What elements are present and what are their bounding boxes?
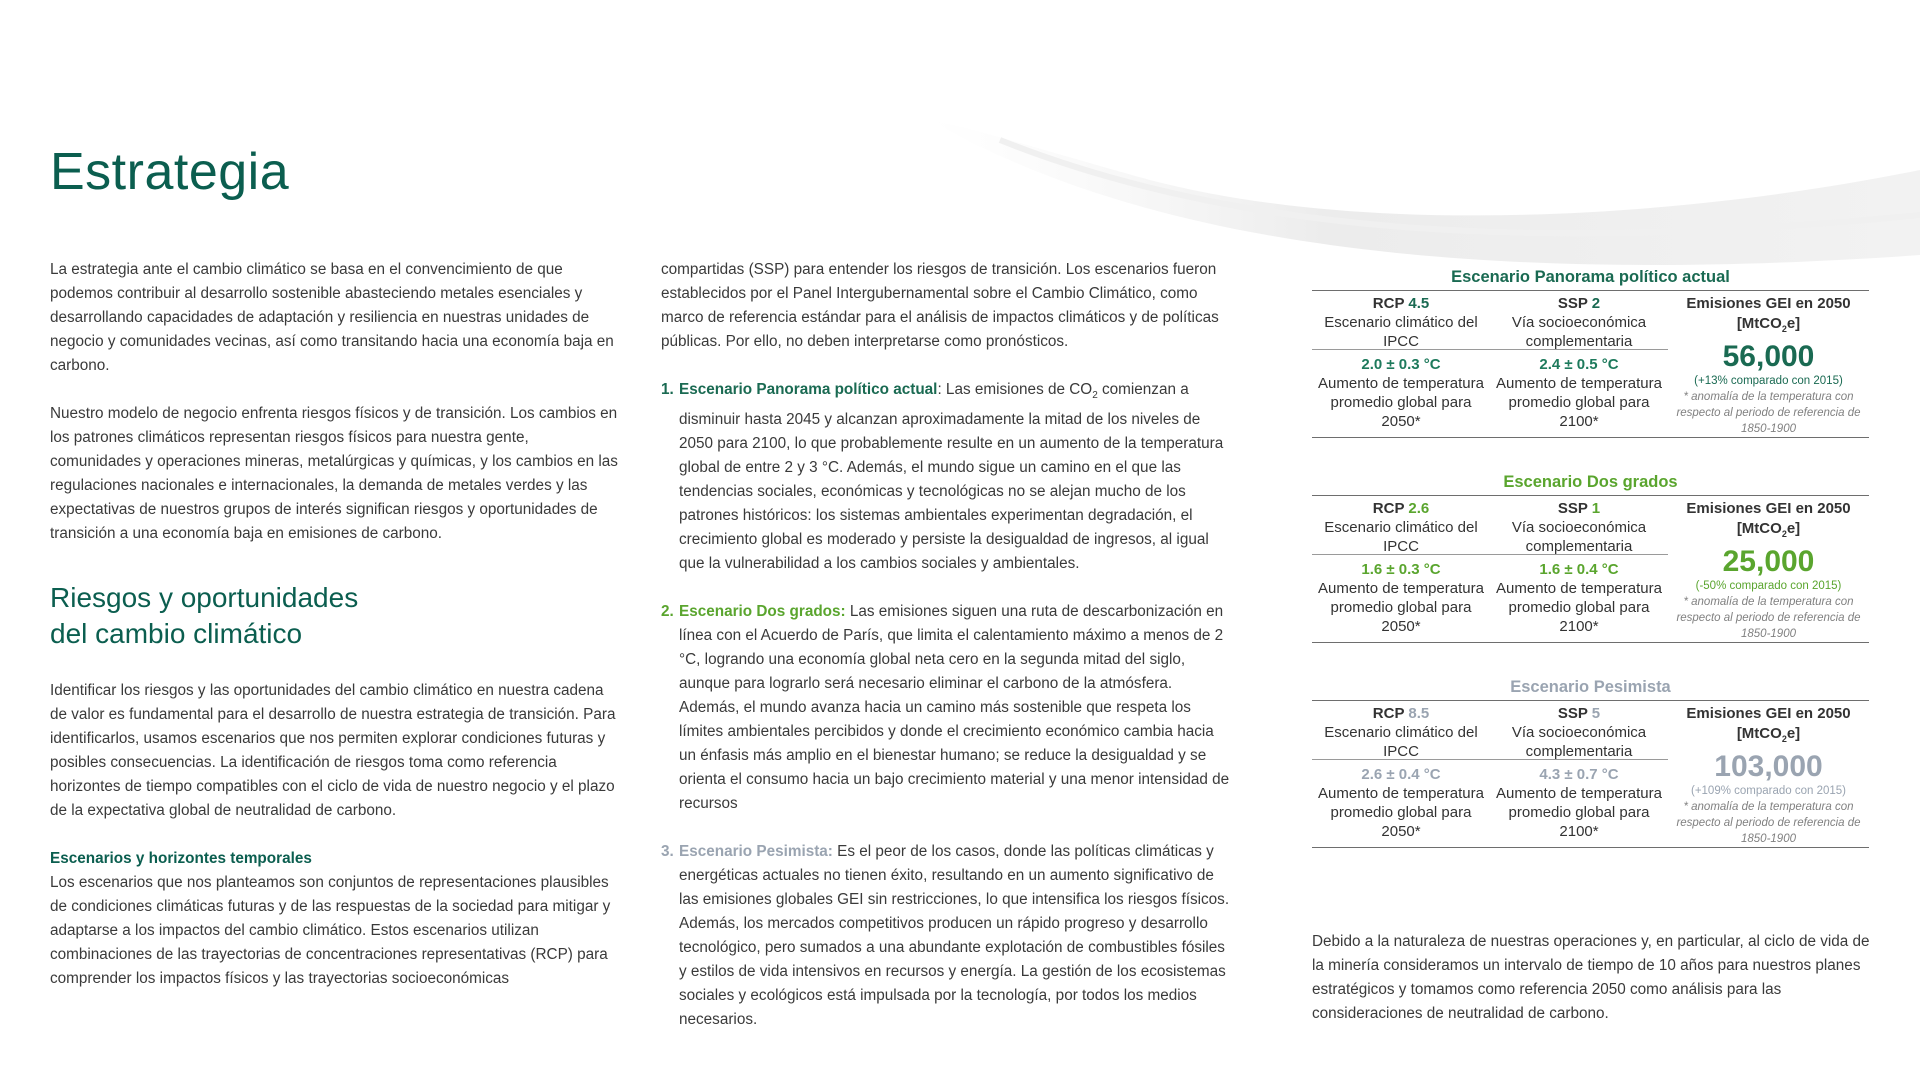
item-number: 1. [661, 381, 674, 398]
temp-2050-desc: Aumento de temperatura promedio global para 2050* [1318, 375, 1484, 430]
temp-2050-cell [1312, 765, 1490, 841]
emissions-cell [1668, 294, 1869, 437]
emissions-note: * anomalía de la temperatura con respecto al periodo de referencia de 1850-1900 [1676, 596, 1861, 640]
emissions-note: * anomalía de la temperatura con respecto al periodo de referencia de 1850-1900 [1676, 391, 1861, 435]
ssp-label: SSP [1557, 500, 1588, 517]
scenario-item-3 [661, 840, 1231, 1032]
scenario-table-2 [1312, 471, 1869, 643]
rcp-heading [1312, 499, 1490, 518]
scenarios-paragraph: Los escenarios que nos planteamos son conjuntos de representaciones plausibles de condiciones climáticas futuras y de las respuestas de la sociedad para mitigar y adaptarse a los impactos del cambio climático. Estos escenarios utilizan combinaciones de las trayectorias de concentraciones representativas (RCP) para comprender los impactos físicos y las trayectorias socioeconómicas [50, 874, 611, 987]
ssp-label: SSP [1557, 705, 1588, 722]
temp-2100-cell [1490, 355, 1668, 431]
temp-2050-cell [1312, 355, 1490, 431]
row-divider [1312, 554, 1668, 555]
row-divider [1312, 349, 1668, 350]
temp-2100-desc: Aumento de temperatura promedio global para 2100* [1496, 375, 1662, 430]
section-heading-line2: del cambio climático [50, 618, 303, 649]
unit-part: e] [1786, 725, 1801, 742]
page-title: Estrategia [50, 143, 290, 201]
ssp-desc: Vía socioeconómica complementaria [1511, 519, 1647, 555]
emissions-value: 56,000 [1722, 340, 1815, 373]
rcp-cell [1312, 294, 1490, 351]
item-text-a: : Las emisiones de CO [937, 381, 1093, 398]
item-text [679, 600, 1231, 816]
section-heading [50, 580, 620, 652]
emissions-comparison: (+13% comparado con 2015) [1694, 375, 1843, 387]
emissions-value: 103,000 [1714, 750, 1823, 783]
subheading: Escenarios y horizontes temporales [50, 850, 312, 867]
unit-part: e] [1786, 315, 1801, 332]
ssp-heading [1490, 704, 1668, 723]
unit-subscript: 2 [1781, 529, 1787, 539]
item-number: 2. [661, 603, 674, 621]
row-divider [1312, 759, 1668, 760]
time-horizon-paragraph: Debido a la naturaleza de nuestras operaciones y, en particular, al ciclo de vida de la minería consideramos un intervalo de tiempo de 10 años para nuestros planes estratégicos y tomamos como referencia 2050 como análisis para las consideraciones de neutralidad de carbono. [1312, 933, 1870, 1022]
temp-2050-value: 2.6 ± 0.4 °C [1361, 766, 1441, 783]
scenario-item-1 [661, 378, 1231, 576]
ssp-cell [1490, 499, 1668, 556]
column-left [50, 258, 620, 991]
item-subscript: 2 [1092, 390, 1098, 402]
ssp-value: 5 [1591, 705, 1601, 722]
emissions-heading: Emisiones GEI en 2050 [1686, 295, 1851, 312]
temp-2100-value: 2.4 ± 0.5 °C [1539, 356, 1619, 373]
ssp-label: SSP [1557, 295, 1588, 312]
intro-paragraph: La estrategia ante el cambio climático se basa en el convencimiento de que podemos contribuir al desarrollo sostenible abasteciendo metales esenciales y desarrollando capacidades de adaptación y resiliencia en nuestras unidades de negocio y comunidades vecinas, así como transitando hacia una economía baja en carbono. [50, 261, 614, 374]
temp-2100-value: 1.6 ± 0.4 °C [1539, 561, 1619, 578]
rcp-label: RCP [1372, 500, 1405, 517]
emissions-heading: Emisiones GEI en 2050 [1686, 500, 1851, 517]
rcp-cell [1312, 499, 1490, 556]
scenario-table-1 [1312, 266, 1869, 438]
column-right-text [1312, 930, 1872, 1026]
emissions-note: * anomalía de la temperatura con respecto al periodo de referencia de 1850-1900 [1676, 801, 1861, 845]
ssp-heading [1490, 499, 1668, 518]
temp-2050-value: 2.0 ± 0.3 °C [1361, 356, 1441, 373]
scenario-title: Escenario Panorama político actual [1451, 268, 1730, 286]
temp-2050-cell [1312, 560, 1490, 636]
item-label: Escenario Pesimista: [679, 843, 833, 861]
rcp-label: RCP [1372, 705, 1405, 722]
unit-part: [MtCO [1736, 725, 1782, 742]
temp-2100-desc: Aumento de temperatura promedio global para 2100* [1496, 785, 1662, 840]
rcp-desc: Escenario climático del IPCC [1324, 314, 1478, 350]
column-middle [661, 258, 1231, 1032]
unit-part: e] [1786, 520, 1801, 537]
rcp-cell [1312, 704, 1490, 761]
emissions-unit [1668, 518, 1869, 545]
rcp-heading [1312, 294, 1490, 313]
rcp-label: RCP [1372, 295, 1405, 312]
rcp-value: 4.5 [1408, 295, 1430, 312]
section-heading-line1: Riesgos y oportunidades [50, 582, 359, 613]
scenario-box [1312, 700, 1869, 848]
scenario-table-3 [1312, 676, 1869, 848]
unit-subscript: 2 [1781, 324, 1787, 334]
ssp-desc: Vía socioeconómica complementaria [1511, 724, 1647, 760]
ssp-cell [1490, 294, 1668, 351]
unit-subscript: 2 [1781, 734, 1787, 744]
item-text-b: comienzan a disminuir hasta 2045 y alcanzan aproximadamente la mitad de los niveles de 2050 para 2100, lo que probablemente resulte en un aumento de la temperatura global de entre 2 y 3 °C. Además, el mundo sigue un camino en el que las tendencias sociales, económicas y tecnológicas no se alejan mucho de los patrones históricos: los sistemas ambientales experimentan degradación, el crecimiento global es moderado y persiste la desigualdad de ingresos, al igual que la vulnerabilidad a los cambios sociales y ambientales. [679, 381, 1224, 573]
scenario-item-2 [661, 600, 1231, 816]
temp-2050-value: 1.6 ± 0.3 °C [1361, 561, 1441, 578]
item-body: Es el peor de los casos, donde las políticas climáticas y energéticas actuales no tienen éxito, resultando en un aumento significativo de las emisiones globales GEI sin restricciones, lo que intensifica los riesgos físicos. Además, los mercados competitivos producen un rápido progreso y desarrollo tecnológico, pero sumados a una abundante explotación de combustibles fósiles y estilos de vida intensivos en recursos y energía. La gestión de los ecosistemas sociales y ecológicos está impulsada por la tecnología, por todos los medios necesarios. [679, 843, 1230, 1029]
temp-2100-desc: Aumento de temperatura promedio global para 2100* [1496, 580, 1662, 635]
risks-paragraph: Identificar los riesgos y las oportunidades del cambio climático en nuestra cadena de valor es fundamental para el desarrollo de nuestra estrategia de transición. Para identificarlos, usamos escenarios que nos permiten explorar condiciones futuras y posibles consecuencias. La identificación de riesgos toma como referencia horizontes de tiempo compatibles con el ciclo de vida de nuestro negocio y el plazo de la expectativa global de neutralidad de carbono. [50, 682, 616, 819]
emissions-cell [1668, 704, 1869, 847]
item-text [679, 378, 1231, 576]
temp-2100-value: 4.3 ± 0.7 °C [1539, 766, 1619, 783]
rcp-value: 8.5 [1408, 705, 1430, 722]
ssp-desc: Vía socioeconómica complementaria [1511, 314, 1647, 350]
emissions-unit [1668, 723, 1869, 750]
temp-2050-desc: Aumento de temperatura promedio global para 2050* [1318, 580, 1484, 635]
emissions-heading: Emisiones GEI en 2050 [1686, 705, 1851, 722]
temp-2100-cell [1490, 560, 1668, 636]
item-label: Escenario Dos grados: [679, 603, 846, 621]
temp-2100-cell [1490, 765, 1668, 841]
rcp-heading [1312, 704, 1490, 723]
unit-part: [MtCO [1736, 315, 1782, 332]
emissions-value: 25,000 [1722, 545, 1815, 578]
ssp-heading [1490, 294, 1668, 313]
item-text [679, 840, 1231, 1032]
ssp-value: 1 [1591, 500, 1601, 517]
unit-part: [MtCO [1736, 520, 1782, 537]
business-model-paragraph: Nuestro modelo de negocio enfrenta riesgos físicos y de transición. Los cambios en los patrones climáticos representan riesgos físicos para nuestra gente, comunidades y operaciones mineras, metalúrgicas y químicas, y los cambios en las regulaciones nacionales e internacionales, la demanda de metales verdes y las expectativas de nuestros grupos de interés significan riesgos y oportunidades de transición a una economía baja en emisiones de carbono. [50, 405, 618, 542]
scenario-box [1312, 495, 1869, 643]
rcp-desc: Escenario climático del IPCC [1324, 724, 1478, 760]
emissions-unit [1668, 313, 1869, 340]
scenario-title: Escenario Pesimista [1510, 678, 1671, 696]
scenario-title: Escenario Dos grados [1503, 473, 1678, 491]
emissions-cell [1668, 499, 1869, 642]
temp-2050-desc: Aumento de temperatura promedio global para 2050* [1318, 785, 1484, 840]
item-label: Escenario Panorama político actual [679, 381, 938, 398]
ssp-paragraph: compartidas (SSP) para entender los riesgos de transición. Los escenarios fueron establecidos por el Panel Intergubernamental sobre el Cambio Climático, como marco de referencia estándar para el análisis de impactos climáticos y de políticas públicas. Por ello, no deben interpretarse como pronósticos. [661, 261, 1219, 350]
rcp-desc: Escenario climático del IPCC [1324, 519, 1478, 555]
emissions-comparison: (+109% comparado con 2015) [1690, 785, 1847, 797]
item-number: 3. [661, 843, 674, 861]
ssp-cell [1490, 704, 1668, 761]
item-body: Las emisiones siguen una ruta de descarbonización en línea con el Acuerdo de París, que limita el calentamiento máximo a menos de 2 °C, logrando una economía global neta cero en la segunda mitad del siglo, aunque para lograrlo será necesario eliminar el carbono de la atmósfera. Además, el mundo avanza hacia un camino más sostenible que respeta los límites ambientales percibidos y donde el crecimiento económico cambia hacia un énfasis más amplio en el bienestar humano; se reduce la desigualdad y se orienta el consumo hacia un bajo crecimiento material y una menor intensidad de recursos [679, 603, 1230, 813]
ssp-value: 2 [1591, 295, 1601, 312]
scenario-box [1312, 290, 1869, 438]
emissions-comparison: (-50% comparado con 2015) [1695, 580, 1842, 592]
rcp-value: 2.6 [1408, 500, 1430, 517]
